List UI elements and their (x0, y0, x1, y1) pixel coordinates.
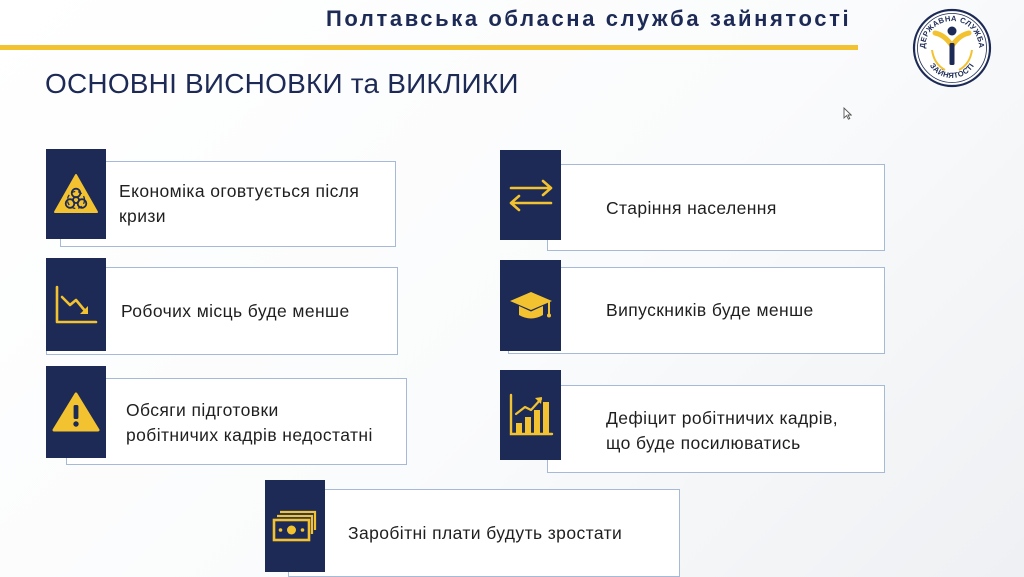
icon-tile (46, 258, 106, 351)
card-text-line: що буде посилюватись (606, 433, 801, 453)
mouse-cursor-icon (843, 107, 852, 120)
chart-decline-icon (53, 284, 99, 326)
card-text-line: Випускників буде менше (606, 300, 814, 320)
bar-chart-growth-icon (508, 393, 554, 437)
icon-tile (500, 370, 561, 460)
biohazard-icon (53, 173, 99, 215)
logo-bottom-text: ЗАЙНЯТОСТІ (928, 61, 976, 81)
main-title: ОСНОВНІ ВИСНОВКИ та ВИКЛИКИ (45, 68, 519, 99)
icon-tile (265, 480, 325, 572)
graduation-cap-icon (508, 288, 554, 324)
employment-service-logo (912, 8, 992, 88)
card-text-line: Економіка оговтується після (119, 181, 360, 201)
card-text-line: Старіння населення (606, 198, 777, 218)
card-text-line: Обсяги підготовки (126, 400, 279, 420)
arrows-exchange-icon (507, 178, 555, 212)
logo-top-text: ДЕРЖАВНА СЛУЖБА (917, 13, 987, 49)
card-text-line: Дефіцит робітничих кадрів, (606, 408, 839, 428)
card-text-line: робітничих кадрів недостатні (126, 425, 373, 445)
icon-tile (500, 150, 561, 240)
icon-tile (46, 366, 106, 458)
money-banknote-icon (271, 508, 319, 544)
card-text-line: Робочих місць буде менше (121, 301, 350, 321)
card-text-line: кризи (119, 206, 166, 226)
header-divider (0, 45, 858, 50)
warning-icon (52, 391, 100, 433)
header-title: Полтавська обласна служба зайнятості (326, 6, 852, 31)
card-text-line: Заробітні плати будуть зростати (348, 523, 623, 543)
icon-tile (46, 149, 106, 239)
icon-tile (500, 260, 561, 351)
